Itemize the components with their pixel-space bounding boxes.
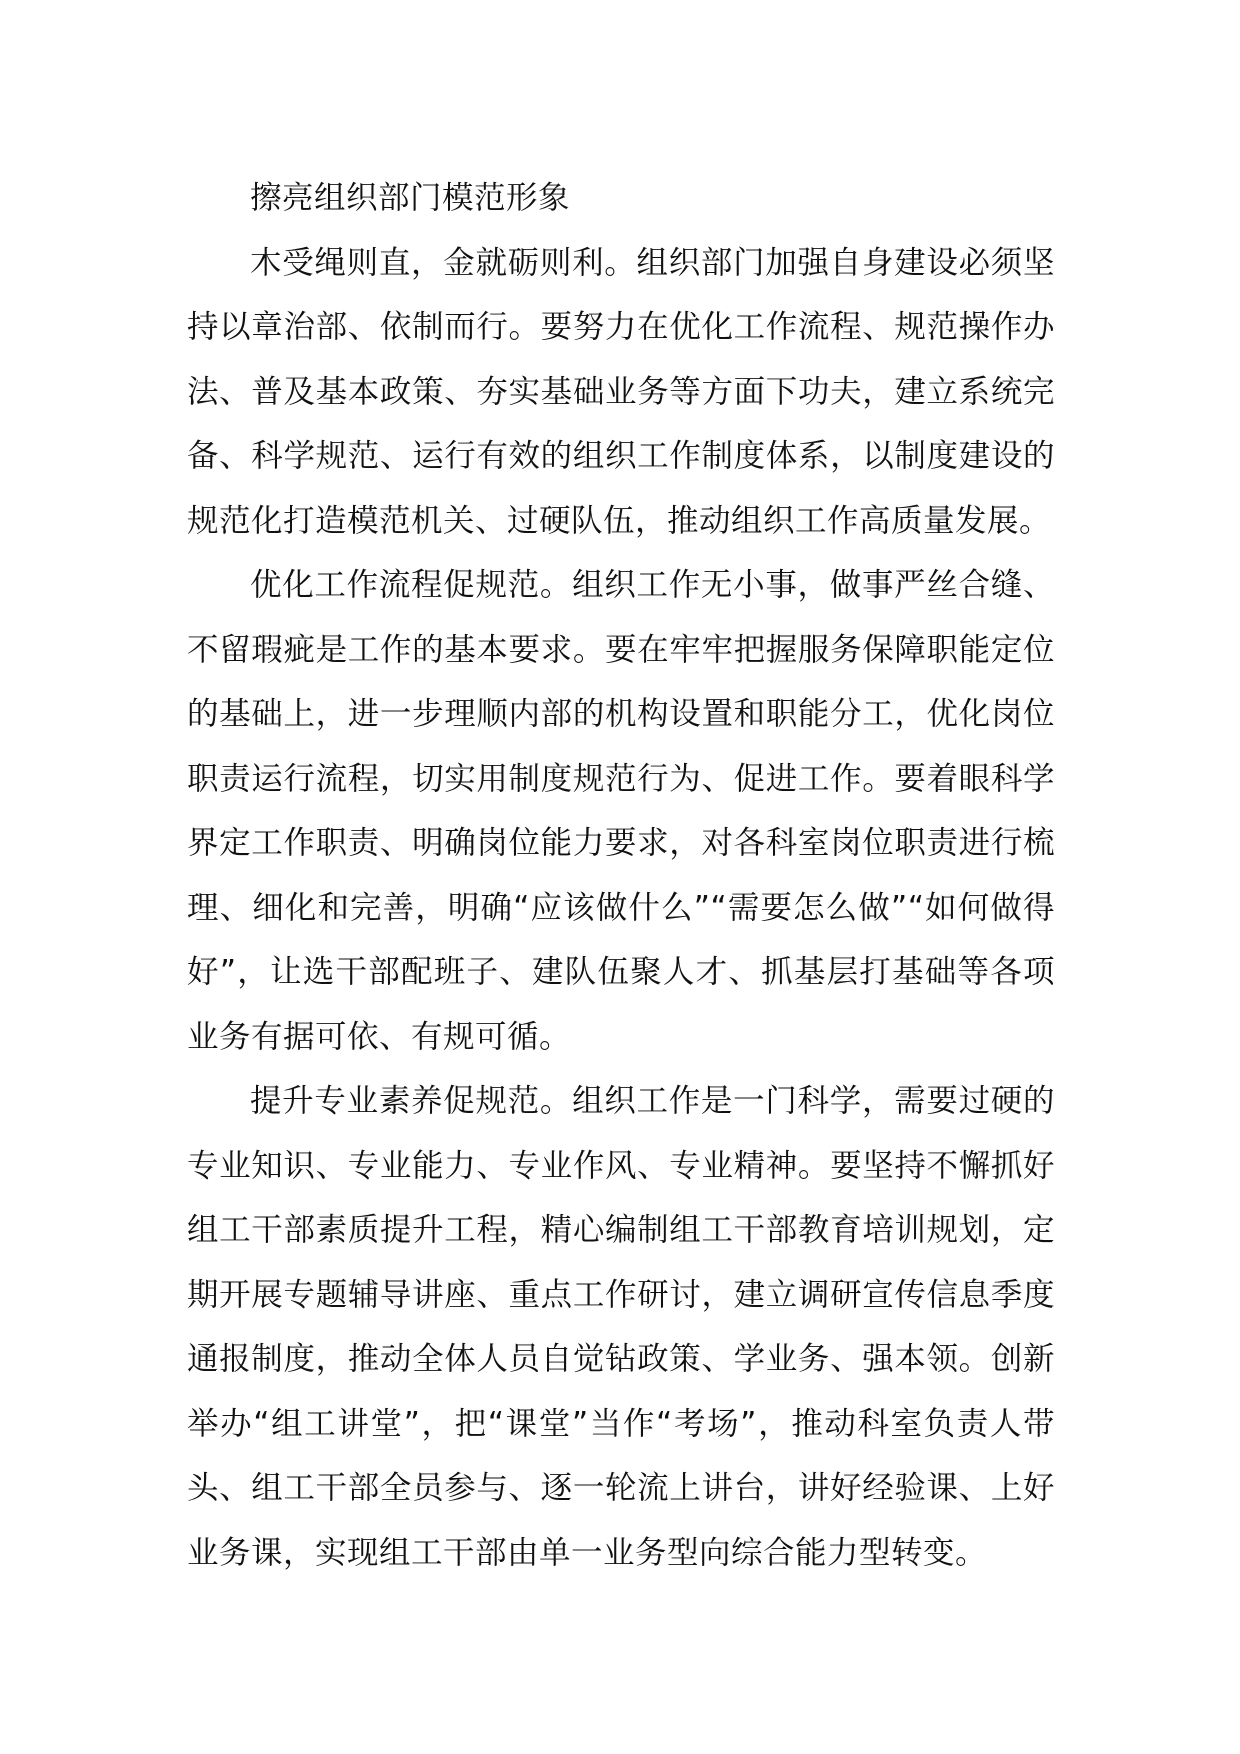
document-title: 擦亮组织部门模范形象 [250, 180, 571, 216]
paragraph-intro: 木受绳则直，金就砺则利。组织部门加强自身建设必须坚持以章治部、依制而行。要努力在优化工作流程、规范操作办法、普及基本政策、夯实基础业务等方面下功夫，建立系统完备、科学规范、运行有效的组织工作制度体系，以制度建设的规范化打造模范机关、过硬队伍，推动组织工作高质量发展。 [187, 244, 1055, 539]
paragraph-professional: 提升专业素养促规范。组织工作是一门科学，需要过硬的专业知识、专业能力、专业作风、专业精神。要坚持不懈抓好组工干部素质提升工程，精心编制组工干部教育培训规划，定期开展专题辅导讲座、重点工作研讨，建立调研宣传信息季度通报制度，推动全体人员自觉钻政策、学业务、强本领。创新举办“组工讲堂”，把“课堂”当作“考场”，推动科室负责人带头、组工干部全员参与、逐一轮流上讲台，讲好经验课、上好业务课，实现组工干部由单一业务型向综合能力型转变。 [187, 1083, 1055, 1571]
paragraph-workflow: 优化工作流程促规范。组织工作无小事，做事严丝合缝、不留瑕疵是工作的基本要求。要在牢牢把握服务保障职能定位的基础上，进一步理顺内部的机构设置和职能分工，优化岗位职责运行流程，切实用制度规范行为、促进工作。要着眼科学界定工作职责、明确岗位能力要求，对各科室岗位职责进行梳理、细化和完善，明确“应该做什么”“需要怎么做”“如何做得好”，让选干部配班子、建队伍聚人才、抓基层打基础等各项业务有据可依、有规可循。 [187, 567, 1055, 1055]
document-body [187, 166, 1055, 1585]
